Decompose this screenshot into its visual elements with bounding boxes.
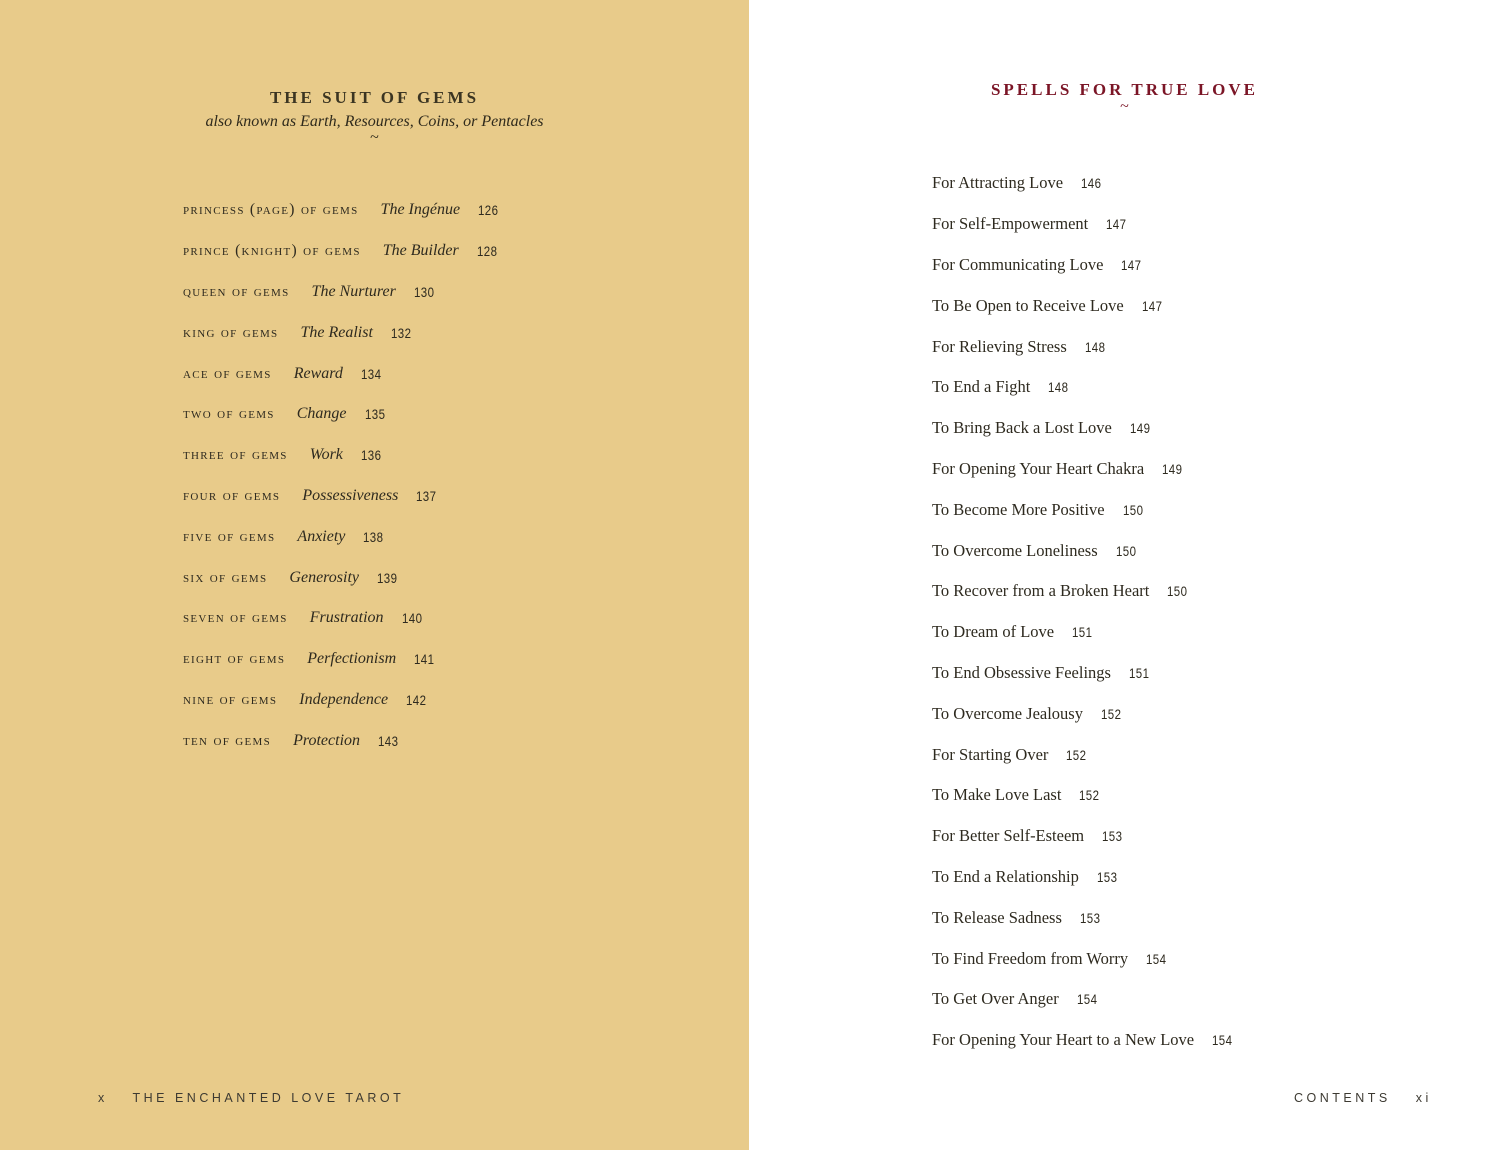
spell-title: To Release Sadness [932,907,1062,927]
page-ref: 132 [390,324,412,341]
card-name: eight of gems [183,650,286,668]
toc-entry [932,367,1237,408]
spell-title: For Better Self-Esteem [932,826,1085,846]
left-footer [98,1091,404,1105]
toc-entry [932,571,1237,612]
spell-contents-list [932,163,1237,1061]
card-name: seven of gems [183,609,288,627]
page-ref: 153 [1102,828,1123,845]
card-theme: Frustration [309,609,384,627]
card-name: queen of gems [183,282,290,300]
spell-title: For Attracting Love [932,173,1064,193]
card-theme: Change [296,405,347,423]
toc-entry [932,693,1237,734]
toc-entry [932,1020,1237,1061]
spell-title: To Dream of Love [932,622,1055,642]
spell-title: To Bring Back a Lost Love [932,418,1112,438]
page-ref: 128 [476,243,498,260]
page-number: xi [1415,1091,1432,1105]
toc-entry [183,394,503,435]
card-name: six of gems [183,568,268,586]
page-ref: 154 [1146,950,1167,967]
left-heading [0,88,749,145]
page-ref: 153 [1079,909,1101,926]
running-head: CONTENTS [1294,1091,1391,1105]
toc-entry [183,680,503,721]
page-ref: 150 [1122,501,1143,518]
toc-entry [932,326,1237,367]
page-ref: 154 [1076,991,1098,1008]
page-ref: 149 [1129,420,1151,437]
spell-title: For Starting Over [932,744,1049,764]
spell-title: To End a Fight [932,377,1031,397]
page-ref: 126 [478,202,499,219]
spell-title: To End Obsessive Feelings [932,662,1111,682]
spell-title: For Communicating Love [932,254,1104,274]
running-head: THE ENCHANTED LOVE TAROT [132,1091,405,1105]
toc-entry [183,190,503,231]
card-theme: The Builder [382,242,459,260]
toc-entry [183,516,503,557]
card-theme: Anxiety [297,527,346,545]
card-contents-list [183,190,503,761]
section-subtitle: also known as Earth, Resources, Coins, or Pentacles [205,113,544,130]
tilde-ornament: ~ [1120,98,1129,115]
page-ref: 137 [416,487,437,504]
page-ref: 135 [364,406,385,423]
page-ref: 150 [1167,583,1188,600]
spell-title: For Self-Empowerment [932,214,1089,234]
toc-entry [932,530,1237,571]
card-theme: Independence [299,690,389,708]
card-name: prince (knight) of gems [183,242,361,260]
page-number: x [98,1091,108,1105]
page-ref: 130 [413,283,435,300]
card-theme: The Realist [300,323,373,341]
page-ref: 139 [377,569,398,586]
toc-entry [932,163,1237,204]
page-ref: 151 [1072,624,1093,641]
toc-entry [932,449,1237,490]
card-name: nine of gems [183,690,278,708]
spell-title: To Overcome Jealousy [932,703,1083,723]
tilde-ornament: ~ [370,129,379,146]
card-theme: Possessiveness [302,486,399,504]
right-footer [1294,1091,1432,1105]
toc-entry [932,938,1237,979]
spell-title: To Overcome Loneliness [932,540,1098,560]
toc-entry [932,204,1237,245]
toc-entry [932,653,1237,694]
page-ref: 148 [1084,338,1106,355]
card-theme: Generosity [289,568,360,586]
spell-title: To Recover from a Broken Heart [932,581,1150,601]
card-theme: Protection [293,731,361,749]
section-title: SPELLS FOR TRUE LOVE [990,80,1259,99]
card-theme: Perfectionism [307,650,397,668]
spell-title: To Be Open to Receive Love [932,295,1124,315]
spell-title: To Become More Positive [932,499,1105,519]
card-theme: Work [309,446,343,464]
spell-title: For Opening Your Heart Chakra [932,458,1145,478]
page-ref: 147 [1121,256,1142,273]
page-ref: 151 [1128,664,1150,681]
page-ref: 150 [1115,542,1137,559]
page-ref: 134 [360,365,382,382]
spell-title: To Find Freedom from Worry [932,948,1129,968]
toc-entry [183,557,503,598]
page-ref: 152 [1066,746,1087,763]
toc-entry [932,285,1237,326]
toc-entry [183,639,503,680]
toc-entry [932,489,1237,530]
card-name: ace of gems [183,364,272,382]
page-ref: 153 [1096,868,1118,885]
card-name: two of gems [183,405,275,423]
spell-title: To End a Relationship [932,866,1079,886]
page-ref: 147 [1106,216,1127,233]
toc-entry [183,598,503,639]
toc-entry [183,272,503,313]
toc-entry [932,734,1237,775]
card-theme: Reward [293,364,343,382]
page-ref: 136 [360,447,382,464]
toc-entry [183,231,503,272]
toc-entry [932,857,1237,898]
section-title: THE SUIT OF GEMS [269,88,480,107]
page-ref: 152 [1079,787,1100,804]
page-ref: 141 [414,651,435,668]
toc-entry [932,408,1237,449]
page-ref: 152 [1100,705,1122,722]
right-heading [749,80,1500,114]
toc-entry [183,312,503,353]
page-ref: 148 [1048,379,1069,396]
card-name: princess (page) of gems [183,201,359,219]
toc-entry [932,816,1237,857]
toc-entry [932,979,1237,1020]
page-ref: 140 [401,610,422,627]
toc-entry [183,435,503,476]
page-ref: 143 [378,732,399,749]
card-name: five of gems [183,527,276,545]
spell-title: For Opening Your Heart to a New Love [932,1030,1195,1050]
spell-title: For Relieving Stress [932,336,1067,356]
spell-title: To Get Over Anger [932,989,1059,1009]
card-name: four of gems [183,486,281,504]
spell-title: To Make Love Last [932,785,1062,805]
page-ref: 154 [1212,1032,1233,1049]
toc-entry [183,353,503,394]
page-ref: 146 [1081,175,1102,192]
toc-entry [932,897,1237,938]
card-name: king of gems [183,323,279,341]
toc-entry [932,775,1237,816]
toc-entry [932,612,1237,653]
toc-entry [183,720,503,761]
card-theme: The Nurturer [311,282,396,300]
toc-entry [932,245,1237,286]
page-ref: 142 [406,691,427,708]
page-ref: 149 [1162,460,1183,477]
toc-entry [183,476,503,517]
card-theme: The Ingénue [380,201,461,219]
page-ref: 147 [1141,297,1163,314]
card-name: ten of gems [183,731,272,749]
card-name: three of gems [183,446,288,464]
page-ref: 138 [363,528,384,545]
